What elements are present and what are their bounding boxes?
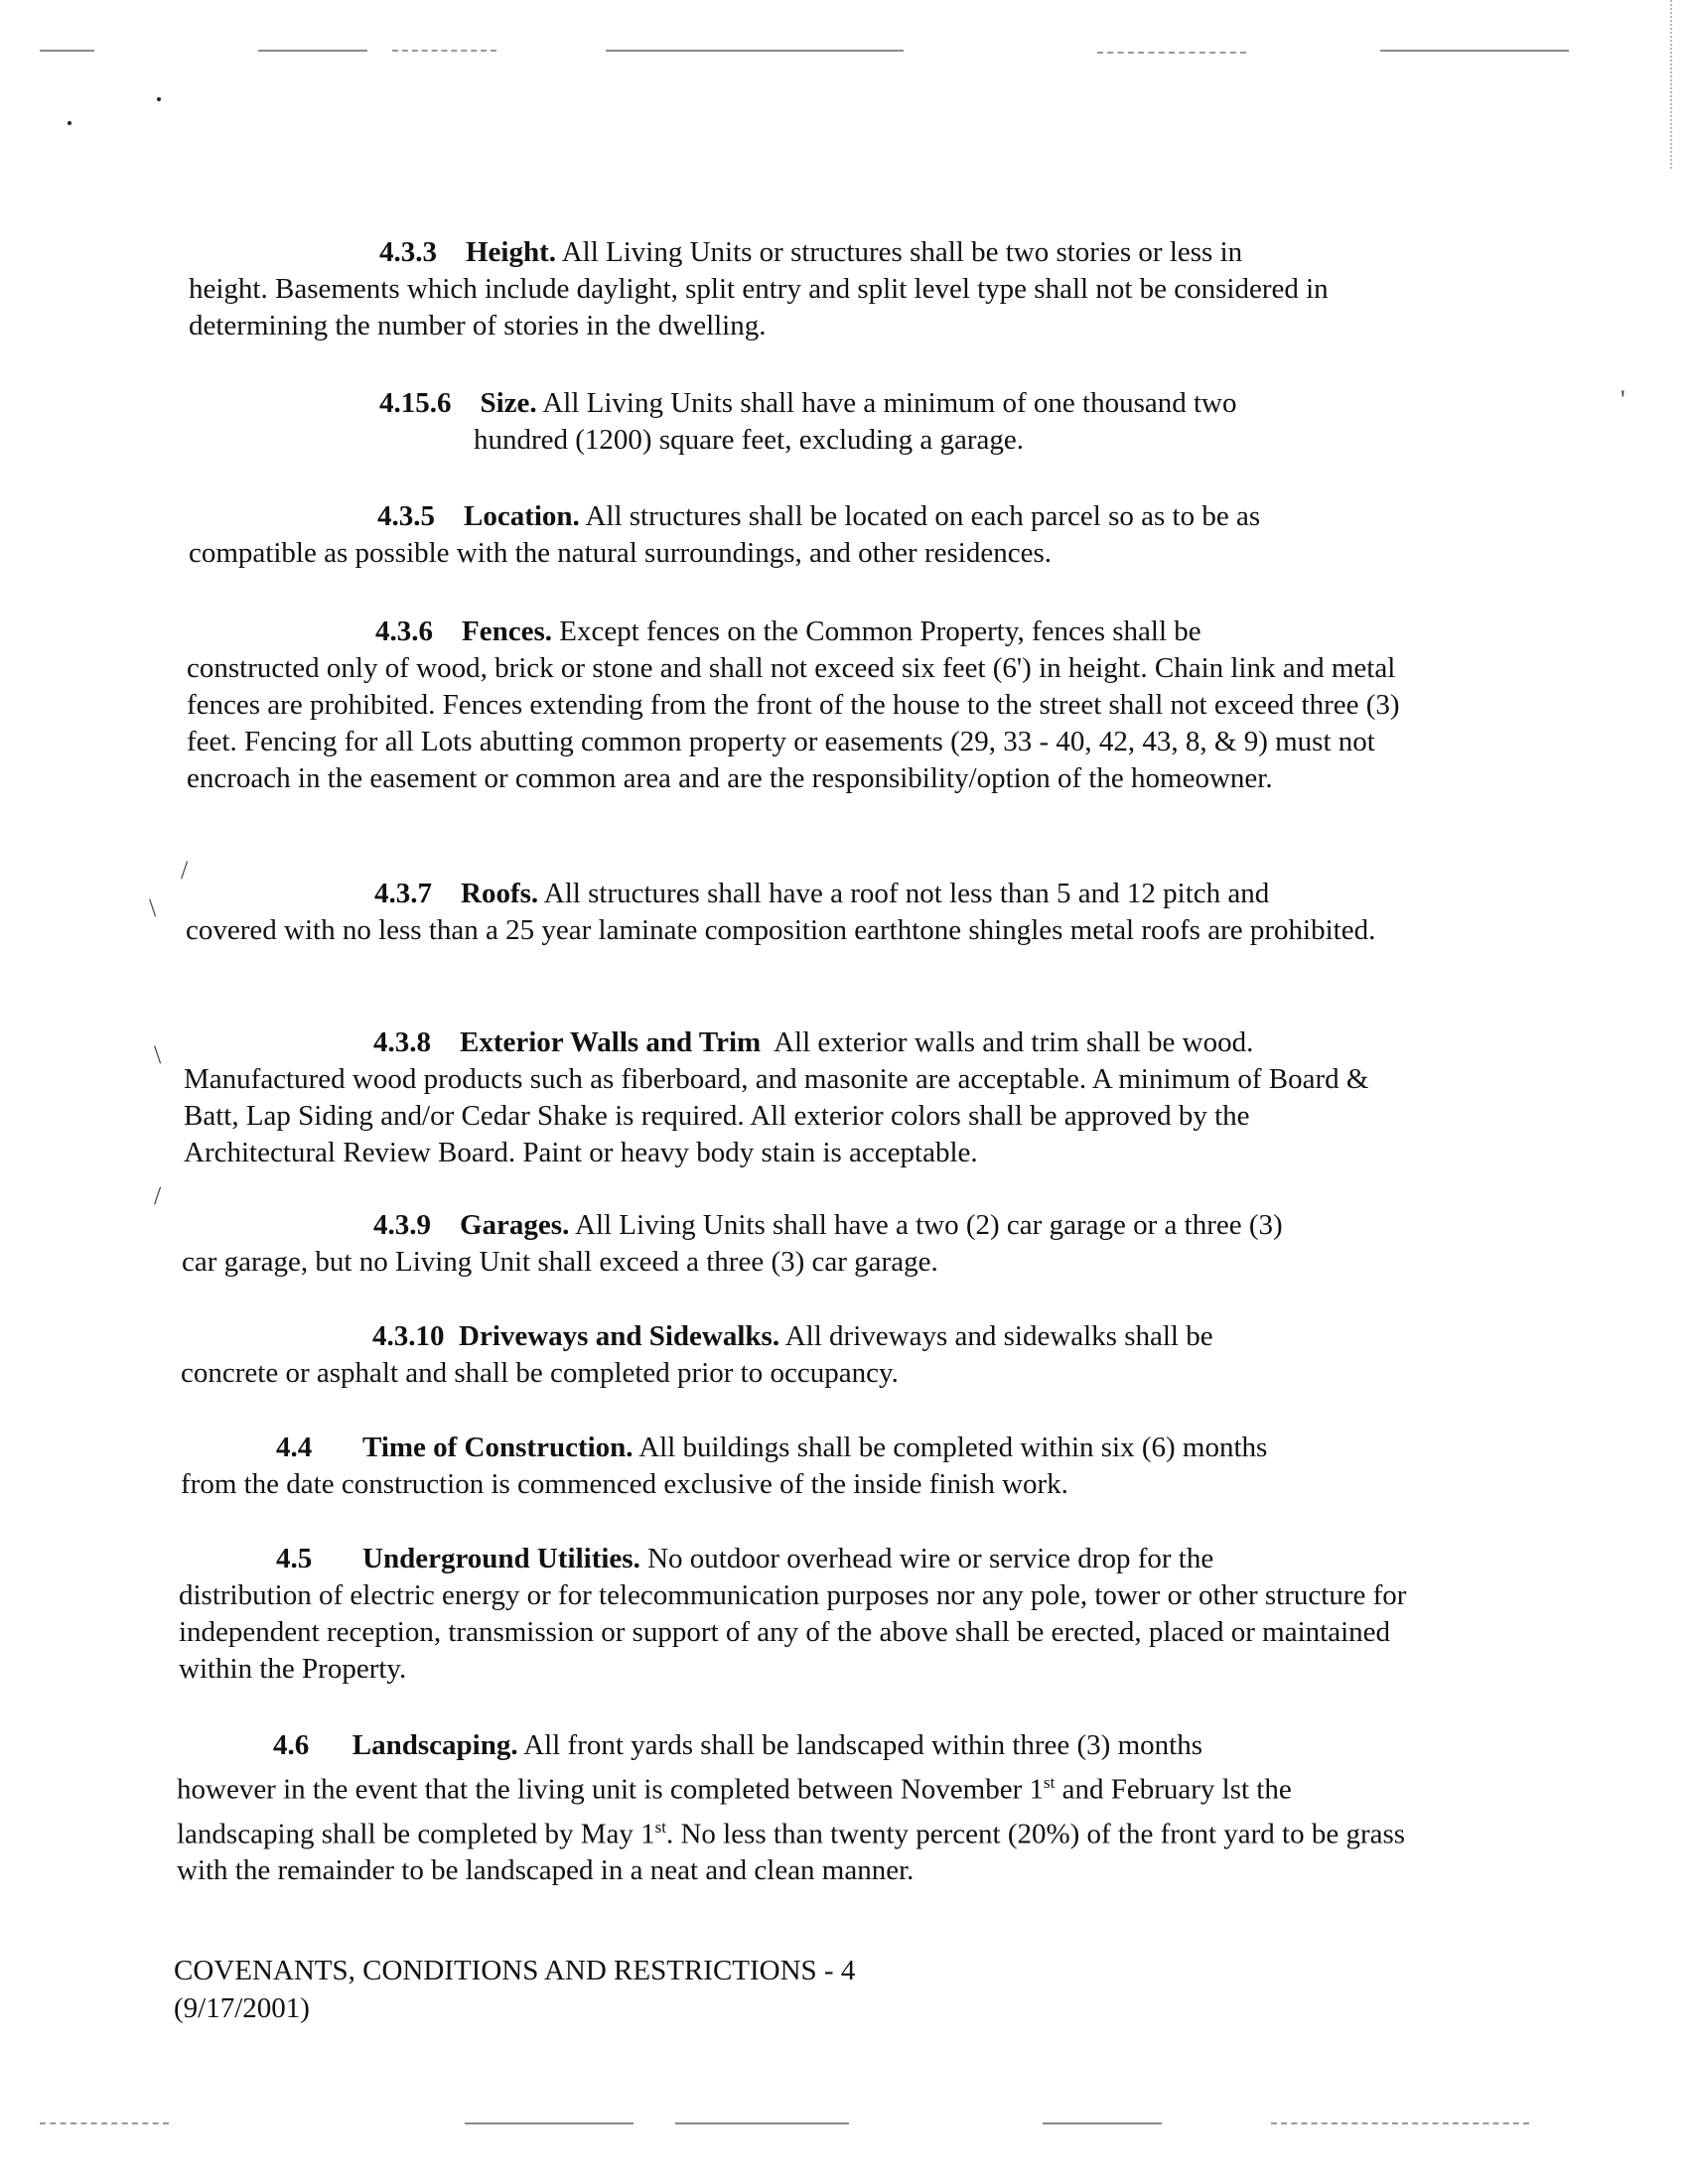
section-4-3-10: [181, 1318, 1422, 1392]
section-body: distribution of electric energy or for telecommunication purposes nor any pole, tower or other structure for independent reception, transmission or support of any of the above shall be erected, placed or maintained within the Property.: [179, 1579, 1407, 1685]
scan-mark: \: [149, 893, 157, 922]
scan-line-bottom-3: [675, 2122, 849, 2124]
scan-line-top-3: [392, 50, 496, 52]
section-body: from the date construction is commenced exclusive of the inside finish work.: [181, 1468, 1068, 1500]
scan-line-bottom-1: [40, 2122, 169, 2124]
scan-mark: ': [1621, 385, 1625, 414]
section-4-3-9: [182, 1207, 1423, 1281]
section-4-3-8: [184, 1024, 1405, 1171]
section-lead: Except fences on the Common Property, fences shall be: [559, 615, 1201, 647]
section-title: Exterior Walls and Trim: [460, 1026, 762, 1058]
section-4-5: [179, 1541, 1440, 1688]
section-body: compatible as possible with the natural surroundings, and other residences.: [189, 537, 1052, 569]
scan-mark: /: [181, 856, 189, 885]
section-title: Roofs.: [461, 878, 539, 909]
scan-speck: [157, 97, 161, 101]
section-body: covered with no less than a 25 year laminate composition earthtone shingles metal roofs are prohibited.: [186, 914, 1376, 946]
section-body: concrete or asphalt and shall be completed prior to occupancy.: [181, 1357, 899, 1389]
section-number: 4.3.9: [373, 1209, 431, 1241]
scan-line-top-1: [40, 50, 94, 52]
section-title: Time of Construction.: [362, 1432, 634, 1463]
scan-line-bottom-5: [1271, 2122, 1529, 2124]
section-lead: All exterior walls and trim shall be wood.: [774, 1026, 1254, 1058]
section-title: Fences.: [462, 615, 552, 647]
section-title: Location.: [464, 500, 580, 532]
section-4-15-6: [379, 385, 1352, 459]
section-title: Size.: [480, 387, 537, 419]
section-title: Underground Utilities.: [362, 1543, 640, 1574]
section-4-3-3: [189, 234, 1440, 344]
section-4-3-5: [189, 498, 1440, 572]
scan-line-top-6: [1380, 50, 1569, 52]
scan-line-top-4: [606, 50, 904, 52]
section-4-4: [181, 1430, 1422, 1503]
section-lead: All front yards shall be landscaped within three (3) months: [523, 1729, 1202, 1761]
superscript: st: [1043, 1773, 1056, 1792]
section-lead: All Living Units shall have a two (2) car garage or a three (3): [575, 1209, 1283, 1241]
body-text: however in the event that the living unit is completed between November 1: [177, 1773, 1044, 1806]
section-lead: All Living Units or structures shall be two stories or less in: [561, 236, 1243, 268]
body-text: . No less than twenty percent (20%) of the front yard to be grass with the remainder to be landscaped in a neat and clean manner.: [177, 1818, 1406, 1887]
section-4-3-7: [186, 876, 1427, 949]
scan-edge-right: [1670, 0, 1672, 169]
section-lead: All structures shall have a roof not less than 5 and 12 pitch and: [543, 878, 1270, 909]
scan-speck: [68, 121, 71, 125]
page-footer: [174, 1952, 855, 2027]
section-number: 4.6: [273, 1729, 310, 1761]
section-number: 4.3.3: [379, 236, 437, 268]
section-title: Driveways and Sidewalks.: [459, 1320, 780, 1352]
section-number: 4.3.6: [375, 615, 433, 647]
section-lead: All Living Units shall have a minimum of one thousand two: [542, 387, 1237, 419]
section-number: 4.15.6: [379, 387, 452, 419]
section-body: [177, 1764, 1418, 1889]
scan-mark: \: [154, 1040, 162, 1069]
section-lead: All buildings shall be completed within six (6) months: [638, 1432, 1268, 1463]
scan-line-top-2: [258, 50, 367, 52]
section-4-6: [177, 1727, 1418, 1889]
scan-line-top-5: [1097, 52, 1246, 54]
section-lead: All driveways and sidewalks shall be: [784, 1320, 1213, 1352]
scan-line-bottom-2: [465, 2122, 634, 2124]
section-body: car garage, but no Living Unit shall exceed a three (3) car garage.: [182, 1246, 938, 1278]
section-number: 4.3.5: [377, 500, 435, 532]
section-body: Manufactured wood products such as fiberboard, and masonite are acceptable. A minimum of Board & Batt, Lap Siding and/or Cedar Shake is required. All exterior colors shall be approved by the Architectural Review Board. Paint or heavy body stain is acceptable.: [184, 1063, 1369, 1168]
scan-mark: /: [154, 1181, 162, 1210]
section-number: 4.3.8: [373, 1026, 431, 1058]
section-lead: No outdoor overhead wire or service drop for the: [647, 1543, 1214, 1574]
scan-line-bottom-4: [1043, 2122, 1162, 2124]
section-title: Garages.: [460, 1209, 570, 1241]
body-text: and February lst the landscaping shall be completed by May 1: [177, 1773, 1292, 1850]
section-number: 4.3.10: [372, 1320, 445, 1352]
section-number: 4.5: [276, 1543, 313, 1574]
section-body: constructed only of wood, brick or stone and shall not exceed six feet (6') in height. Chain link and metal fences are prohibited. Fences extending from the front of the house to the street shall not exceed three (3) feet. Fencing for all Lots abutting common property or easements (29, 33 - 40, 42, 43, 8, & 9) must not encroach in the easement or common area and are the responsibility/option of the homeowner.: [187, 652, 1400, 794]
section-lead: All structures shall be located on each parcel so as to be as: [585, 500, 1261, 532]
footer-title: COVENANTS, CONDITIONS AND RESTRICTIONS - 4: [174, 1955, 856, 1986]
section-number: 4.4: [276, 1432, 313, 1463]
footer-date: (9/17/2001): [174, 1992, 310, 2024]
section-4-3-6: [187, 614, 1440, 797]
section-number: 4.3.7: [374, 878, 432, 909]
section-title: Landscaping.: [352, 1729, 518, 1761]
section-body: height. Basements which include daylight, split entry and split level type shall not be considered in determining the number of stories in the dwelling.: [189, 273, 1329, 341]
superscript: st: [654, 1817, 666, 1837]
section-title: Height.: [466, 236, 557, 268]
section-body: hundred (1200) square feet, excluding a garage.: [474, 424, 1024, 456]
